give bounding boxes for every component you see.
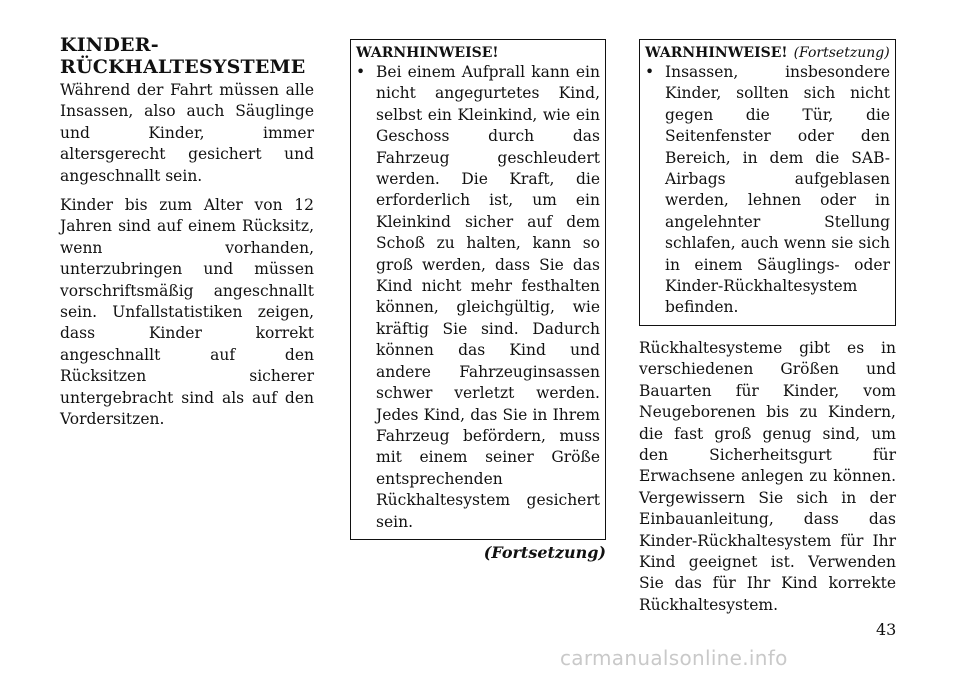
page-number: 43 — [876, 620, 897, 639]
warning-continued-label: (Fortsetzung) — [793, 45, 890, 61]
bullet-icon: • — [645, 63, 655, 81]
warning-box-continued — [639, 39, 896, 326]
section-heading: KINDER- RÜCKHALTESYSTEME — [60, 34, 306, 78]
continued-label: (Fortsetzung) — [483, 542, 606, 562]
warning-list — [645, 62, 890, 319]
warning-item — [645, 62, 890, 319]
children-seating-paragraph: Kinder bis zum Alter von 12 Jahren sind auf einem Rücksitz, wenn vorhanden, unterzubringen und müssen vorschriftsmäßig angeschnallt sein. Unfallstatistiken zeigen, dass Kinder korrekt angeschnallt auf den Rücksitzen sicherer untergebracht sind als auf den Vordersitzen. — [60, 196, 314, 429]
warning-item — [356, 62, 600, 533]
restraint-systems-paragraph: Rückhaltesysteme gibt es in verschiedenen Größen und Bauarten für Kinder, vom Neugeborenen bis zu Kindern, die fast groß genug sind, um den Sicherheitsgurt für Erwachsene anlegen zu können. Vergewissern Sie sich in der Einbauanleitung, dass das Kinder-Rückhaltesystem für Ihr Kind geeignet ist. Verwenden Sie das für Ihr Kind korrekte Rückhaltesystem. — [639, 338, 896, 614]
intro-paragraph: Während der Fahrt müssen alle Insassen, also auch Säuglinge und Kinder, immer altersgerecht gesichert und angeschnallt sein. — [60, 81, 314, 185]
bullet-icon: • — [356, 63, 366, 81]
middle-column — [350, 34, 606, 563]
warning-item-text: Insassen, insbesondere Kinder, sollten sich nicht gegen die Tür, die Seitenfenster oder den Bereich, in dem die SAB-Airbags aufgeblasen werden, lehnen oder in angelehnter Stellung schlafen, auch wenn sie sich in einem Säuglings- oder Kinder-Rückhaltesystem befinden. — [665, 63, 890, 317]
warning-title-text: WARNHINWEISE! — [645, 45, 788, 61]
warning-item-text: Bei einem Aufprall kann ein nicht angegurtetes Kind, selbst ein Kleinkind, wie ein Geschoss durch das Fahrzeug geschleudert werden. Die Kraft, die erforderlich ist, um ein Kleinkind sicher auf dem Schoß zu halten, kann so groß werden, dass Sie das Kind nicht mehr festhalten können, gleichgültig, wie kräftig Sie sind. Dadurch können das Kind und andere Fahrzeuginsassen schwer verletzt werden. Jedes Kind, das Sie in Ihrem Fahrzeug befördern, muss mit einem seiner Größe entsprechenden Rückhaltesystem gesichert sein. — [376, 63, 600, 531]
warning-title — [645, 44, 890, 62]
warning-list — [356, 62, 600, 533]
right-column — [639, 34, 896, 624]
warning-title: WARNHINWEISE! — [356, 45, 499, 61]
watermark: carmanualsonline.info — [560, 646, 788, 670]
warning-box — [350, 39, 606, 540]
left-column — [60, 34, 314, 439]
